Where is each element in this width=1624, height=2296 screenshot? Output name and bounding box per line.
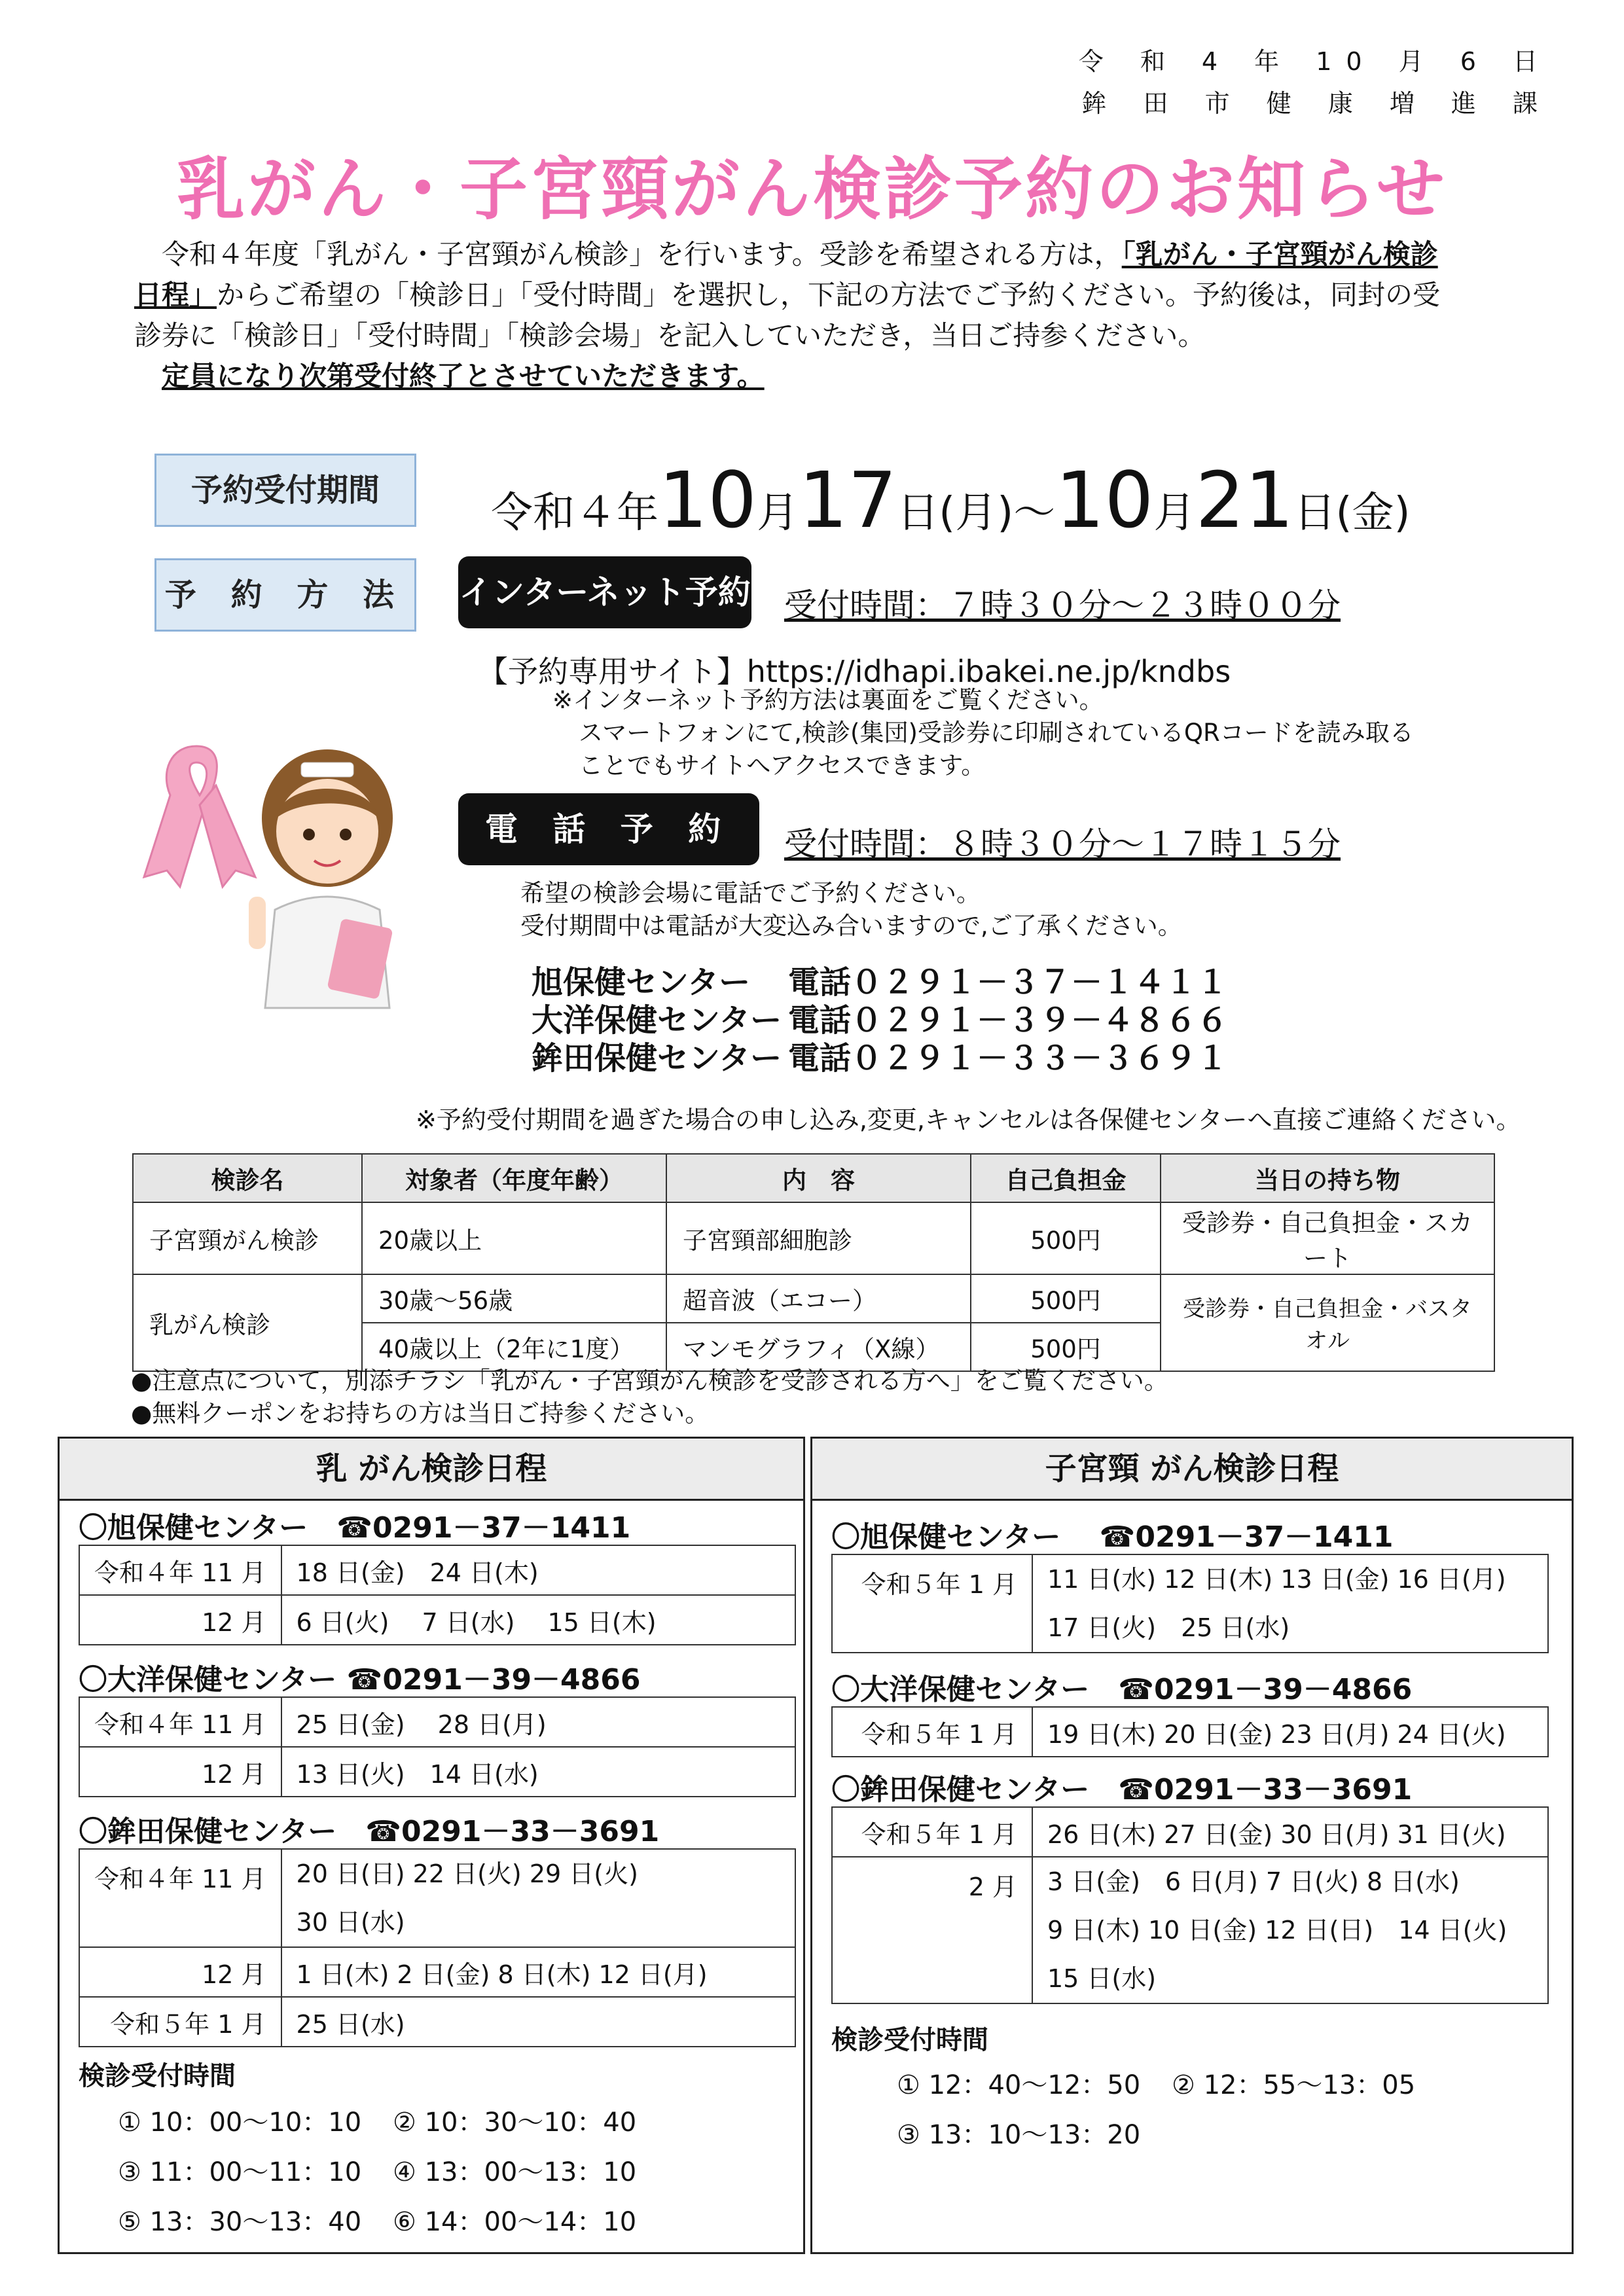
breast-schedule-title: 乳 がん検診日程 — [58, 1437, 805, 1501]
bullet-item: ●無料クーポンをお持ちの方は当日ご持参ください。 — [131, 1399, 710, 1427]
dates-line: 30 日(水) — [296, 1908, 405, 1937]
note-text: 受付期間中は電話が大変込み合いますので,ご了承ください。 — [520, 912, 1182, 940]
breast-times-label: 検診受付時間 — [79, 2061, 236, 2091]
intro-text: 診券に「検診日」「受付時間」「検診会場」を記入していただき，当日ご持参ください。 — [134, 319, 1206, 351]
table-row — [79, 1545, 795, 1595]
center-tel[interactable]: 電話０２９１－３３－３６９１ — [788, 1040, 1229, 1077]
time-slot: ⑥ 14：00～14：10 — [393, 2207, 637, 2237]
column-header: 自己負担金 — [971, 1154, 1161, 1202]
period-text: 日(金) — [1293, 489, 1411, 537]
column-header: 内 容 — [666, 1154, 971, 1202]
table-row — [133, 1274, 1494, 1323]
table-row — [79, 1747, 795, 1797]
issue-date: 令 和 4 年 10 月 6 日 — [1078, 47, 1552, 76]
exam-fee: 500円 — [971, 1274, 1161, 1323]
hokota-center-heading: 〇鉾田保健センター ☎0291－33－3691 — [831, 1773, 1413, 1806]
schedule-month: 12 月 — [79, 1947, 281, 1997]
exam-content: 超音波（エコー） — [666, 1274, 971, 1323]
intro-text: からご希望の「検診日」「受付時間」を選択し，下記の方法でご予約ください。予約後は，同封の受 — [217, 279, 1441, 311]
period-month: 10 — [659, 455, 757, 545]
exam-name: 乳がん検診 — [133, 1274, 362, 1371]
taiyo-breast-schedule — [79, 1696, 796, 1797]
asahi-breast-schedule — [79, 1545, 796, 1645]
internet-reservation-label: インターネット予約 — [458, 556, 751, 628]
internet-notes — [552, 684, 1414, 782]
schedule-month: 12 月 — [79, 1595, 281, 1645]
internet-hours: 受付時間：７時３０分～２３時００分 — [784, 586, 1341, 624]
period-day: 17 — [799, 455, 897, 545]
table-row — [832, 1857, 1548, 2003]
intro-paragraph — [134, 234, 1502, 397]
period-text: 月 — [1153, 489, 1196, 537]
center-tel[interactable]: 電話０２９１－３７－１４１１ — [788, 964, 1229, 1001]
table-row — [79, 1947, 795, 1997]
late-application-note: ※予約受付期間を過ぎた場合の申し込み,変更,キャンセルは各保健センターへ直接ご連絡ください。 — [416, 1105, 1521, 1134]
dates-line: 20 日(日) 22 日(火) 29 日(火) — [296, 1859, 638, 1888]
schedule-month: 令和５年 1 月 — [832, 1707, 1032, 1757]
dates-line: 11 日(水) 12 日(木) 13 日(金) 16 日(月) — [1047, 1565, 1506, 1594]
nurse-illustration — [236, 746, 419, 1021]
schedule-month: 12 月 — [79, 1747, 281, 1797]
center-name: 鉾田保健センター — [532, 1040, 782, 1077]
time-slot: ③ 13：10～13：20 — [897, 2120, 1141, 2150]
time-slot: ② 12：55～13：05 — [1172, 2070, 1416, 2100]
column-header: 検診名 — [133, 1154, 362, 1202]
table-row — [832, 1807, 1548, 1857]
schedule-dates: 25 日(水) — [281, 1997, 795, 2047]
schedule-month: 令和５年 1 月 — [79, 1997, 281, 2047]
exam-name: 子宮頸がん検診 — [133, 1202, 362, 1274]
center-phone-row — [532, 963, 1228, 1001]
time-slot: ① 10：00～10：10 — [118, 2108, 362, 2138]
column-header: 当日の持ち物 — [1161, 1154, 1494, 1202]
cervical-times-label: 検診受付時間 — [831, 2025, 988, 2055]
breast-reception-times — [118, 2098, 668, 2247]
page-title: 乳がん・子宮頸がん検診予約のお知らせ — [177, 149, 1447, 229]
exam-content: マンモグラフィ（X線） — [666, 1323, 971, 1371]
note-text: ※インターネット予約方法は裏面をご覧ください。 — [552, 686, 1104, 714]
taiyo-center-heading: 〇大洋保健センター ☎0291－39－4866 — [79, 1663, 641, 1696]
center-name: 大洋保健センター — [532, 1002, 782, 1039]
time-slot: ① 12：40～12：50 — [897, 2070, 1141, 2100]
health-center-phone-list — [532, 963, 1228, 1077]
phone-notes — [520, 877, 1182, 942]
hokota-breast-schedule — [79, 1848, 796, 2047]
schedule-dates: 18 日(金) 24 日(木) — [281, 1545, 795, 1595]
phone-hours: 受付時間：８時３０分～１７時１５分 — [784, 825, 1341, 863]
note-text: スマートフォンにて,検診(集団)受診券に印刷されているQRコードを読み取る — [579, 719, 1414, 747]
asahi-center-heading: 〇旭保健センター ☎0291－37－1411 — [79, 1511, 631, 1545]
reservation-period — [491, 455, 1411, 545]
schedule-month: 令和５年 1 月 — [832, 1807, 1032, 1857]
reservation-site-url[interactable]: 【予約専用サイト】https://idhapi.ibakei.ne.jp/kndbs — [478, 654, 1231, 689]
hokota-center-heading: 〇鉾田保健センター ☎0291－33－3691 — [79, 1815, 660, 1848]
asahi-center-heading: 〇旭保健センター ☎0291－37－1411 — [831, 1520, 1394, 1554]
period-month: 10 — [1055, 455, 1154, 545]
exam-info-table — [132, 1153, 1495, 1372]
taiyo-cervical-schedule — [831, 1706, 1549, 1757]
schedule-dates — [1032, 1554, 1548, 1653]
schedule-dates: 13 日(火) 14 日(水) — [281, 1747, 795, 1797]
capacity-note: 定員になり次第受付終了とさせていただきます。 — [162, 360, 765, 392]
period-label: 予約受付期間 — [154, 454, 416, 527]
schedule-month: 2 月 — [832, 1857, 1032, 2003]
dates-line: 17 日(火) 25 日(水) — [1047, 1613, 1290, 1642]
time-slot: ② 10：30～10：40 — [393, 2108, 637, 2138]
schedule-dates: 26 日(木) 27 日(金) 30 日(月) 31 日(火) — [1032, 1807, 1548, 1857]
exam-fee: 500円 — [971, 1323, 1161, 1371]
table-row — [133, 1202, 1494, 1274]
cervical-reception-times — [897, 2060, 1447, 2160]
schedule-dates: 25 日(金) 28 日(月) — [281, 1697, 795, 1747]
dates-line: 15 日(水) — [1047, 1964, 1157, 1993]
schedule-month: 令和４年 11 月 — [79, 1545, 281, 1595]
table-row — [832, 1554, 1548, 1653]
center-tel[interactable]: 電話０２９１－３９－４８６６ — [788, 1002, 1229, 1039]
bullet-item: ●注意点について，別添チラシ「乳がん・子宮頸がん検診を受診される方へ」をご覧ください。 — [131, 1367, 1168, 1395]
asahi-cervical-schedule — [831, 1554, 1549, 1653]
method-label: 予 約 方 法 — [154, 558, 416, 632]
intro-text: 令和４年度「乳がん・子宮頸がん検診」を行います。受診を希望される方は， — [162, 238, 1122, 270]
intro-emphasis: 「乳がん・子宮頸がん検診 — [1121, 238, 1438, 270]
schedule-dates — [281, 1849, 795, 1947]
time-slot: ④ 13：00～13：10 — [393, 2157, 637, 2187]
center-phone-row — [532, 1001, 1228, 1039]
exam-items: 受診券・自己負担金・バスタオル — [1161, 1274, 1494, 1371]
issuer-block — [1079, 41, 1552, 124]
schedule-dates: 19 日(木) 20 日(金) 23 日(月) 24 日(火) — [1032, 1707, 1548, 1757]
taiyo-center-heading: 〇大洋保健センター ☎0291－39－4866 — [831, 1673, 1413, 1706]
hokota-cervical-schedule — [831, 1806, 1549, 2004]
phone-reservation-label: 電 話 予 約 — [458, 793, 759, 865]
table-row — [79, 1849, 795, 1947]
exam-target: 30歳～56歳 — [362, 1274, 666, 1323]
time-slot: ③ 11：00～11：10 — [118, 2157, 362, 2187]
table-header-row — [133, 1154, 1494, 1202]
cervical-schedule-title: 子宮頸 がん検診日程 — [810, 1437, 1574, 1501]
schedule-month: 令和４年 11 月 — [79, 1697, 281, 1747]
table-row — [79, 1595, 795, 1645]
exam-items: 受診券・自己負担金・スカート — [1161, 1202, 1494, 1274]
column-header: 対象者（年度年齢） — [362, 1154, 666, 1202]
schedule-dates: 1 日(木) 2 日(金) 8 日(木) 12 日(月) — [281, 1947, 795, 1997]
center-phone-row — [532, 1039, 1228, 1077]
period-text: 令和４年 — [491, 489, 659, 537]
center-name: 旭保健センター — [532, 964, 751, 1001]
table-row — [79, 1997, 795, 2047]
schedule-dates: 6 日(火) 7 日(水) 15 日(木) — [281, 1595, 795, 1645]
period-text: 日(月)～ — [897, 489, 1056, 537]
period-day: 21 — [1195, 455, 1294, 545]
exam-content: 子宮頸部細胞診 — [666, 1202, 971, 1274]
exam-target: 40歳以上（2年に1度） — [362, 1323, 666, 1371]
intro-emphasis: 日程」 — [134, 279, 217, 311]
dates-line: 3 日(金) 6 日(月) 7 日(火) 8 日(水) — [1047, 1867, 1460, 1896]
exam-target: 20歳以上 — [362, 1202, 666, 1274]
notice-bullets — [131, 1365, 1168, 1430]
schedule-month: 令和４年 11 月 — [79, 1849, 281, 1947]
note-text: 希望の検診会場に電話でご予約ください。 — [520, 879, 981, 907]
schedule-dates — [1032, 1857, 1548, 2003]
table-row — [79, 1697, 795, 1747]
dates-line: 9 日(木) 10 日(金) 12 日(日) 14 日(火) — [1047, 1916, 1507, 1945]
note-text: ことでもサイトへアクセスできます。 — [579, 751, 986, 780]
issuing-department: 鉾 田 市 健 康 増 進 課 — [1081, 89, 1552, 118]
time-slot: ⑤ 13：30～13：40 — [118, 2207, 362, 2237]
table-row — [832, 1707, 1548, 1757]
period-text: 月 — [757, 489, 799, 537]
exam-fee: 500円 — [971, 1202, 1161, 1274]
schedule-month: 令和５年 1 月 — [832, 1554, 1032, 1653]
